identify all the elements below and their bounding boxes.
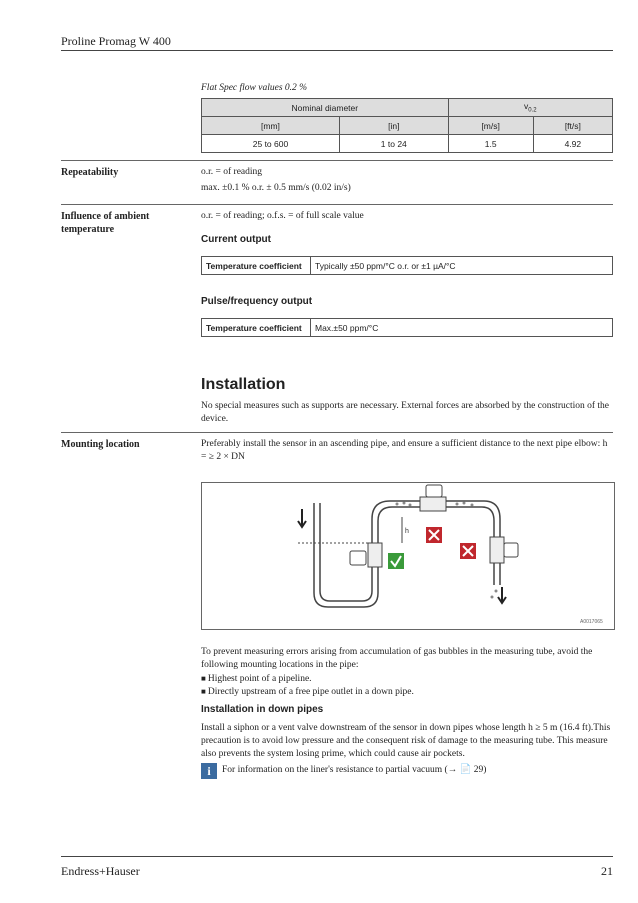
info-icon: i	[201, 763, 217, 779]
cell-in: 1 to 24	[339, 135, 448, 153]
h-label: h	[405, 528, 409, 535]
cell-fts: 4.92	[533, 135, 612, 153]
ok-check-icon	[388, 553, 404, 569]
footer-brand: Endress+Hauser	[61, 864, 140, 878]
v02-header: $v_{0.2}$	[448, 99, 612, 117]
downpipes-text: Install a siphon or a vent valve downstream of the sensor in down pipes whose length h ≥ 5 m (16.4 ft).This precaution is to avoid low pressure and the consequent risk of damage to the measuring tube. This measure also prevents the system losing prime, which could cause air pockets.	[201, 723, 611, 759]
figure-id: A0017065	[580, 619, 603, 625]
current-output-table	[201, 256, 613, 275]
section-rule	[61, 160, 613, 161]
repeatability-line1: o.r. = of reading	[201, 167, 263, 177]
header-rule	[61, 50, 613, 51]
downpipes-heading: Installation in down pipes	[201, 704, 324, 715]
current-value: Typically ±50 ppm/°C o.r. or ±1 µA/°C	[311, 257, 613, 275]
flat-spec-caption: Flat Spec flow values 0.2 %	[201, 83, 308, 93]
pulse-output-heading: Pulse/frequency output	[201, 296, 313, 307]
section-rule	[61, 204, 613, 205]
pulse-output-table	[201, 318, 613, 337]
installation-title: Installation	[201, 376, 286, 393]
influence-line1: o.r. = of reading; o.f.s. = of full scale value	[201, 211, 364, 221]
mounting-paragraph: To prevent measuring errors arising from accumulation of gas bubbles in the measuring tube, avoid the following mounting locations in the pipe:	[201, 647, 593, 670]
col-mm: [mm]	[202, 117, 340, 135]
col-fts: [ft/s]	[533, 117, 612, 135]
current-output-heading: Current output	[201, 234, 271, 245]
cell-ms: 1.5	[448, 135, 533, 153]
current-key: Temperature coefficient	[202, 257, 311, 275]
influence-label: Influence of ambient temperature	[61, 211, 150, 235]
bullet-item: ■ Directly upstream of a free pipe outlet in a down pipe.	[201, 685, 613, 699]
nominal-diameter-header: Nominal diameter	[202, 99, 449, 117]
page-number: 21	[601, 864, 613, 878]
pulse-key: Temperature coefficient	[202, 319, 311, 337]
installation-intro: No special measures such as supports are necessary. External forces are absorbed by the construction of the device.	[201, 401, 609, 424]
repeatability-line2: max. ±0.1 % o.r. ± 0.5 mm/s (0.02 in/s)	[201, 183, 351, 193]
col-ms: [m/s]	[448, 117, 533, 135]
pulse-value: Max.±50 ppm/°C	[311, 319, 613, 337]
mounting-label: Mounting location	[61, 439, 140, 450]
bullet-item: ■ Highest point of a pipeline.	[201, 672, 613, 686]
mounting-diagram	[201, 482, 615, 630]
col-in: [in]	[339, 117, 448, 135]
footer-rule	[61, 856, 613, 857]
mounting-text: Preferably install the sensor in an ascending pipe, and ensure a sufficient distance to the next pipe elbow: h = ≥ 2 × DN	[201, 439, 608, 462]
document-header-title: Proline Promag W 400	[61, 34, 171, 48]
cell-mm: 25 to 600	[202, 135, 340, 153]
info-text: For information on the liner's resistance to partial vacuum (→ 📄 29)	[222, 765, 487, 775]
flat-spec-table	[201, 98, 613, 153]
repeatability-label: Repeatability	[61, 167, 119, 178]
section-rule	[61, 432, 613, 433]
pipe-diagram	[202, 483, 614, 629]
